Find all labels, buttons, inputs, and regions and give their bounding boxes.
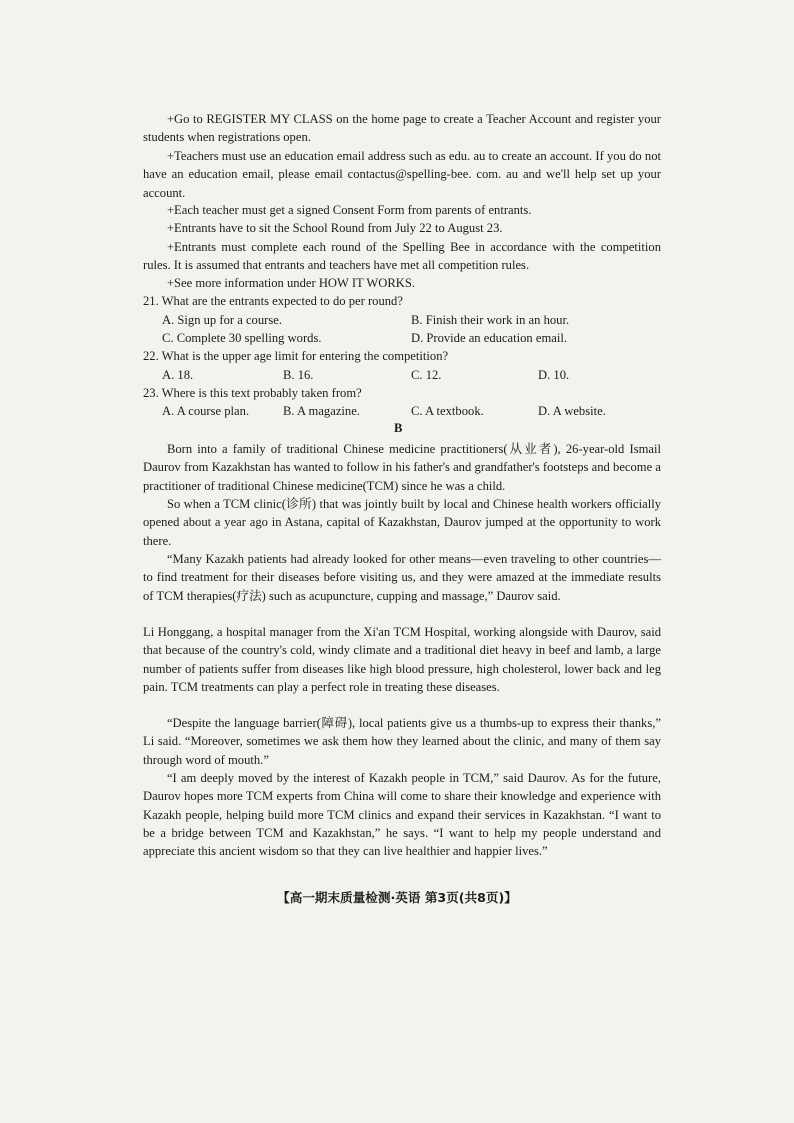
question-21-option-d: D. Provide an education email. <box>411 331 567 345</box>
bullet-competition-rules: +Entrants must complete each round of the Spelling Bee in accordance with the competition rules. It is assumed that entrants and teachers have met all competition rules. <box>143 240 661 273</box>
question-23-option-d: D. A website. <box>538 404 606 418</box>
question-21-stem: 21. What are the entrants expected to do per round? <box>143 294 403 308</box>
question-22-option-a: A. 18. <box>162 368 194 382</box>
passage-paragraph-2: So when a TCM clinic(诊所) that was jointly built by local and Chinese health workers officially opened about a year ago in Astana, capital of Kazakhstan, Daurov jumped at the opportunity to work there. <box>143 497 661 548</box>
question-23-option-a: A. A course plan. <box>162 404 250 418</box>
question-21-option-c: C. Complete 30 spelling words. <box>162 331 322 345</box>
question-22-option-b: B. 16. <box>283 368 314 382</box>
bullet-education-email: +Teachers must use an education email address such as edu. au to create an account. If you do not have an education email, please email contactus@spelling-bee. com. au and we'll help set up your account. <box>143 149 661 200</box>
page-footer: 【高一期末质量检测·英语 第3页(共8页)】 <box>277 890 517 905</box>
question-22-stem: 22. What is the upper age limit for entering the competition? <box>143 349 449 363</box>
bullet-school-round: +Entrants have to sit the School Round from July 22 to August 23. <box>166 221 503 235</box>
bullet-consent-form: +Each teacher must get a signed Consent Form from parents of entrants. <box>166 203 532 217</box>
section-b-heading: B <box>394 421 403 435</box>
question-23-stem: 23. Where is this text probably taken from? <box>143 386 362 400</box>
passage-paragraph-5: “Despite the language barrier(障碍), local patients give us a thumbs-up to express their thanks,” Li said. “Moreover, sometimes we ask them how they learned about the clinic, and many of them say through word of mouth.” <box>143 716 661 767</box>
passage-paragraph-6: “I am deeply moved by the interest of Kazakh people in TCM,” said Daurov. As for the future, Daurov hopes more TCM experts from China will come to share their knowledge and experience with Kazakh people, helping build more TCM clinics and expand their services in Kazakhstan. “I want to be a bridge between TCM and Kazakhstan,” he says. “I want to help my people understand and appreciate this ancient wisdom so that they can live healthier and happier lives.” <box>143 771 661 859</box>
question-21-option-b: B. Finish their work in an hour. <box>411 313 570 327</box>
question-22-option-d: D. 10. <box>538 368 570 382</box>
question-23-option-b: B. A magazine. <box>283 404 360 418</box>
passage-paragraph-1: Born into a family of traditional Chinese medicine practitioners(从业者), 26-year-old Ismail Daurov from Kazakhstan has wanted to follow in his father's and grandfather's footsteps and become a practitioner of traditional Chinese medicine(TCM) since he was a child. <box>143 442 661 493</box>
question-21-option-a: A. Sign up for a course. <box>162 313 282 327</box>
passage-paragraph-4: Li Honggang, a hospital manager from the Xi'an TCM Hospital, working alongside with Daurov, said that because of the country's cold, windy climate and a traditional diet heavy in beef and lamb, a large number of patients suffer from diseases like high blood pressure, high cholesterol, lower back and leg pain. TCM treatments can play a perfect role in treating these diseases. <box>143 625 661 694</box>
question-22-option-c: C. 12. <box>411 368 442 382</box>
question-23-option-c: C. A textbook. <box>411 404 484 418</box>
bullet-register: +Go to REGISTER MY CLASS on the home page to create a Teacher Account and register your students when registrations open. <box>143 112 661 145</box>
passage-paragraph-3: “Many Kazakh patients had already looked for other means—even traveling to other countries—to find treatment for their diseases before visiting us, and they were amazed at the immediate results of TCM therapies(疗法) such as acupuncture, cupping and massage,” Daurov said. <box>143 552 661 603</box>
bullet-more-info: +See more information under HOW IT WORKS. <box>166 276 416 290</box>
